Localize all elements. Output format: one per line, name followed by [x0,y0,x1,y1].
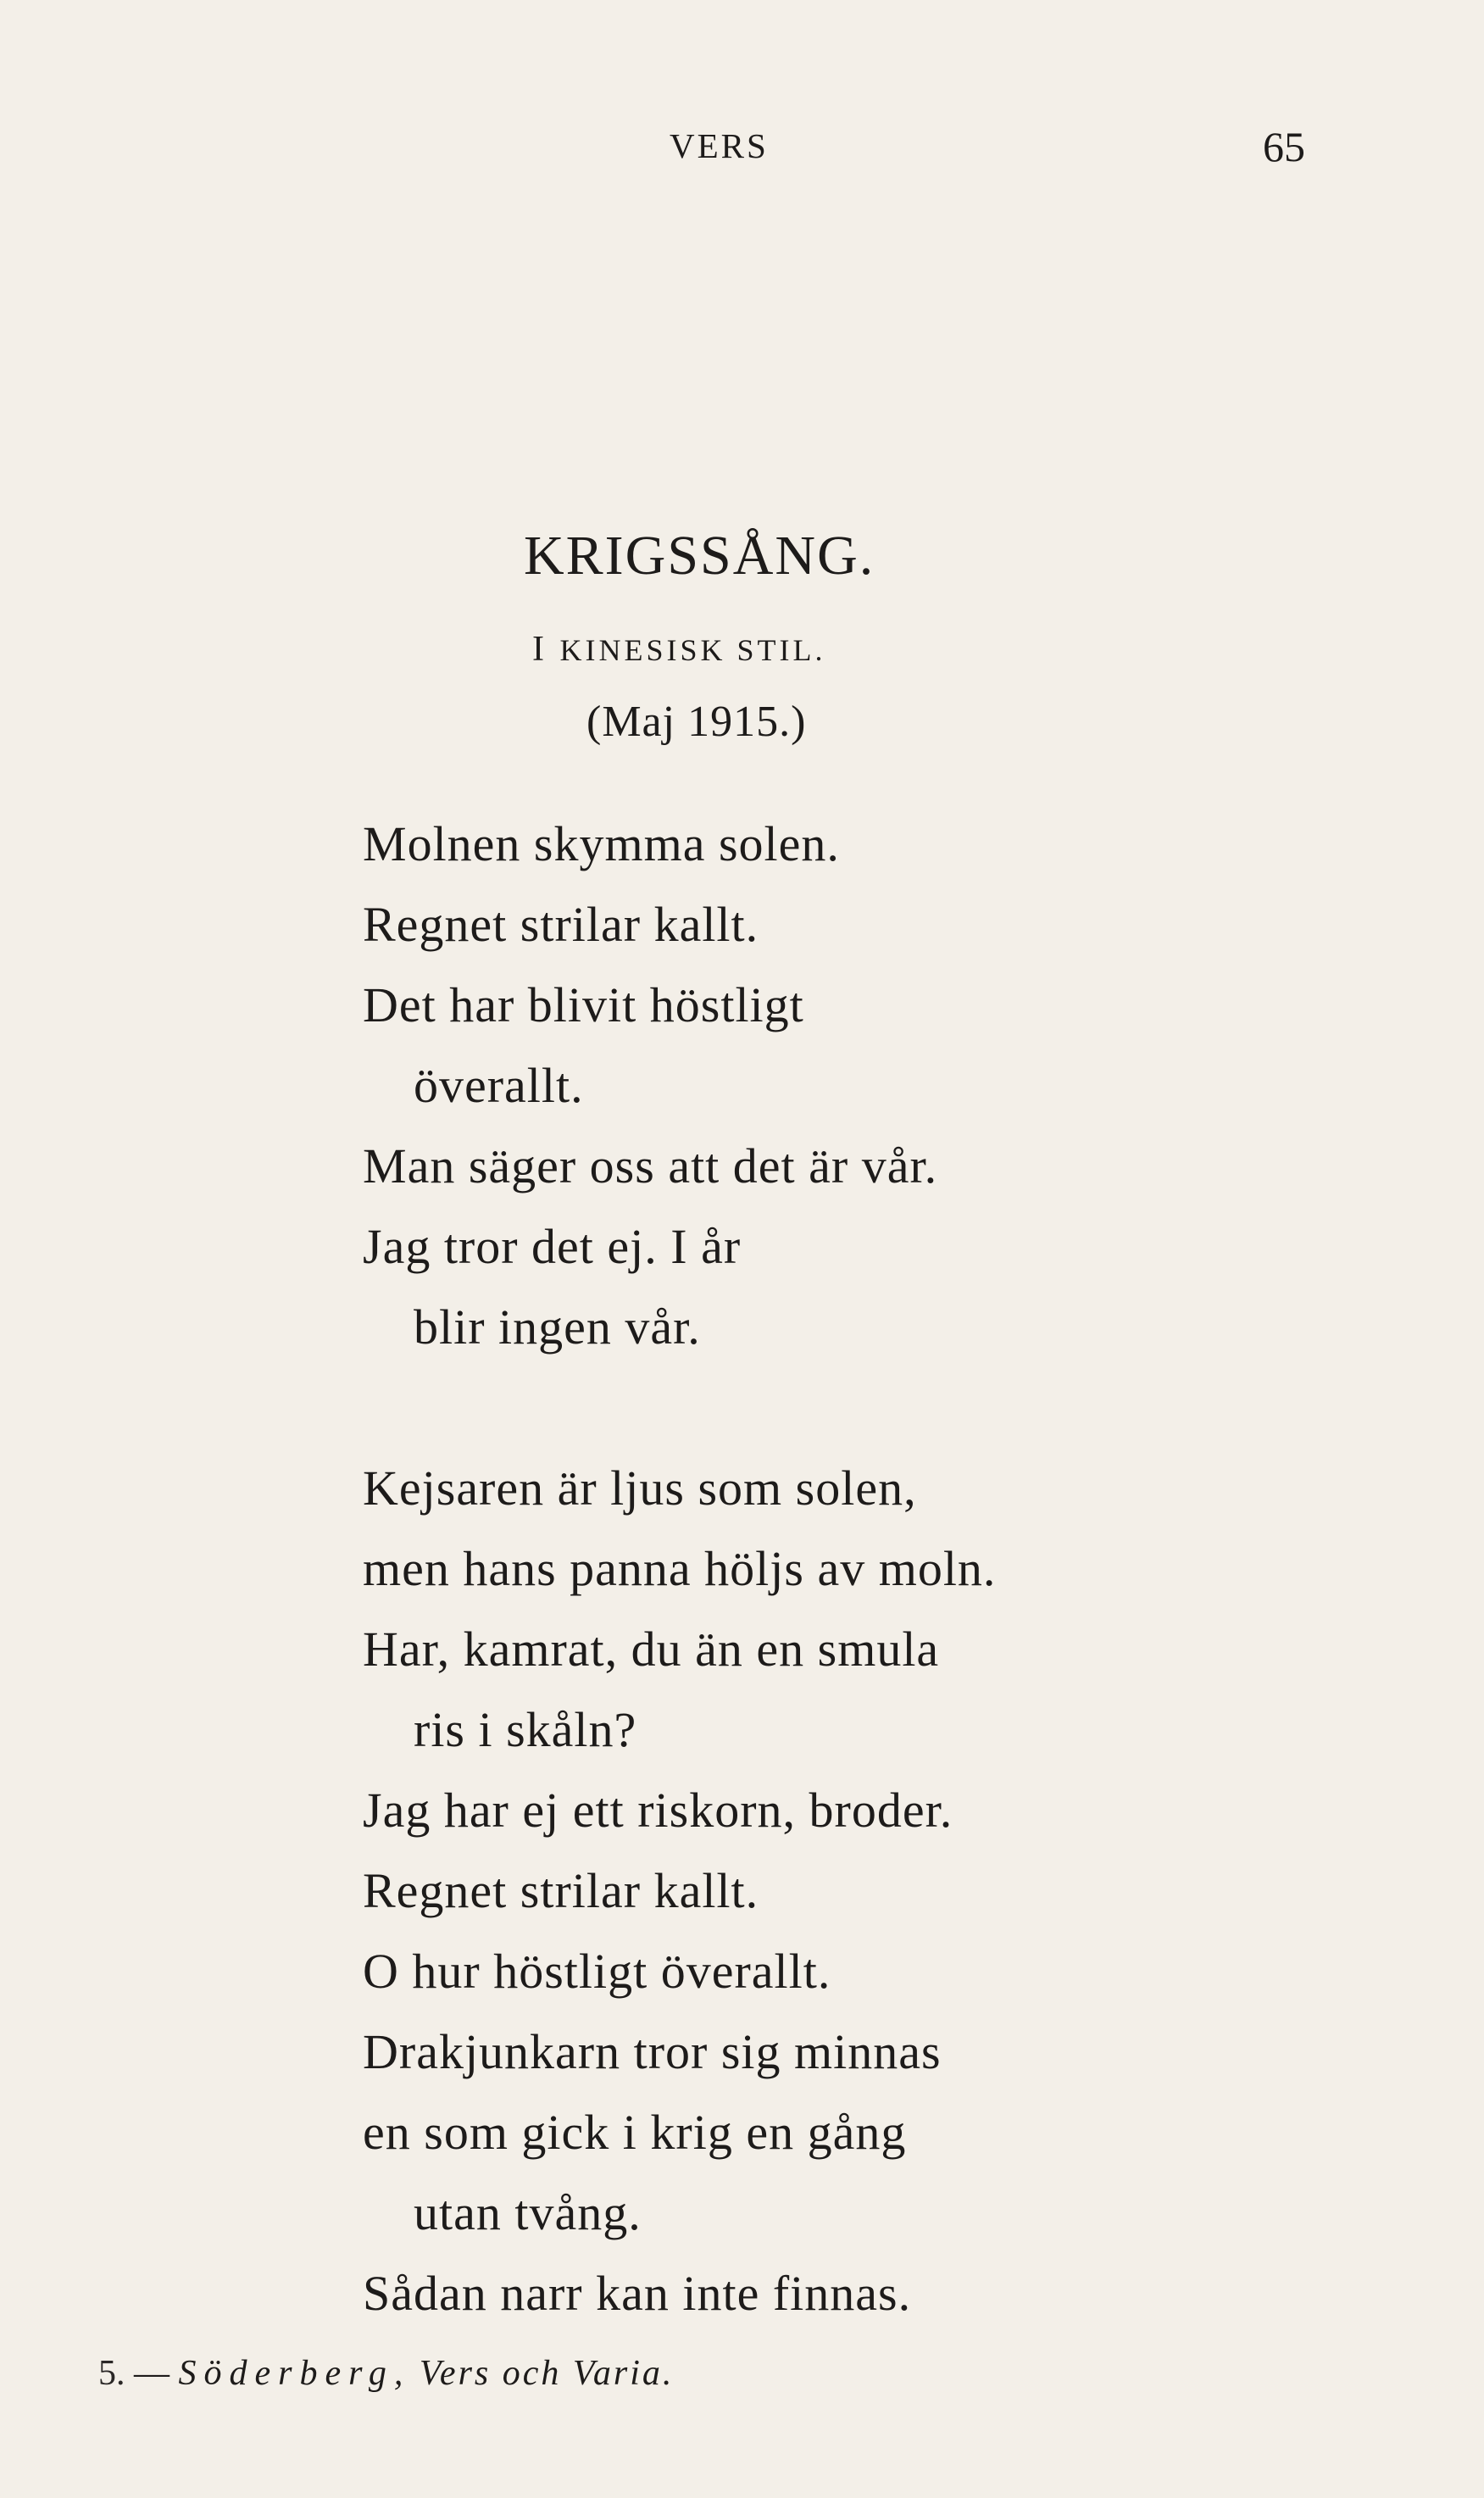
poem-line-indented: utan tvång. [414,2185,642,2240]
poem-line-indented: ris i skåln? [414,1702,637,1757]
stanza-2 [363,1448,1380,2334]
poem-line: en som gick i krig en gång [363,2105,907,2160]
poem-date: (Maj 1915.) [586,698,807,746]
poem-line: Regnet strilar kallt. [363,897,759,952]
footer-dash: — [134,2354,170,2393]
poem-line: Man säger oss att det är vår. [363,1138,938,1193]
poem-line: Det har blivit höstligt [363,977,804,1032]
poem-line: Kejsaren är ljus som solen, [363,1460,917,1516]
poem-line: Jag tror det ej. I år [363,1219,742,1274]
poem-line: Har, kamrat, du än en smula [363,1622,940,1677]
poem-subtitle-initial: I [532,630,547,669]
page-footer [98,2353,674,2394]
signature-mark: 5. [98,2354,125,2393]
poem-line: Drakjunkarn tror sig minnas [363,2024,942,2079]
poem-subtitle [532,629,826,670]
poem-line-indented: blir ingen vår. [414,1299,701,1355]
running-title: VERS [670,126,769,165]
poem-subtitle-rest: KINESISK STIL. [559,633,826,667]
footer-book-title: Vers och Varia. [419,2354,675,2393]
page-number: 65 [1263,123,1305,170]
poem-line-indented: överallt. [414,1058,584,1113]
running-head [0,125,1484,176]
poem-line: O hur höstligt överallt. [363,1944,831,1999]
poem-line: Sådan narr kan inte finnas. [363,2266,912,2321]
poem-line: men hans panna höljs av moln. [363,1541,997,1596]
stanza-1 [363,804,1380,1367]
poem-line: Molnen skymma solen. [363,816,840,871]
poem-title: KRIGSSÅNG. [524,525,875,587]
footer-author: Söderberg, [178,2354,411,2393]
poem-line: Regnet strilar kallt. [363,1863,759,1918]
poem-line: Jag har ej ett riskorn, broder. [363,1783,953,1838]
